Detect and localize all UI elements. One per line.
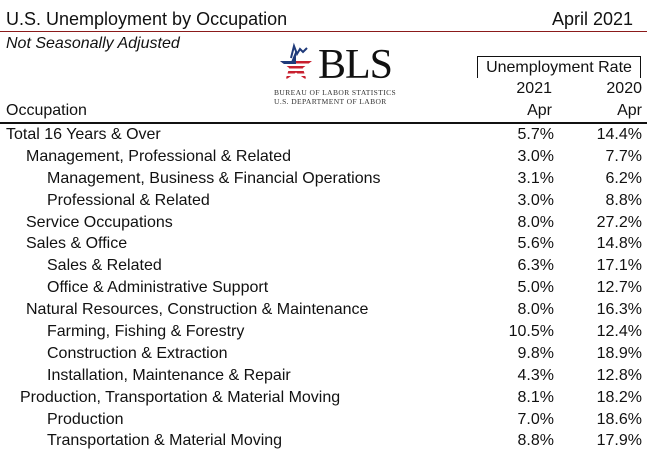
report-date: April 2021 [551, 9, 633, 29]
rate-2020: 12.8% [596, 366, 642, 384]
table-row [0, 430, 647, 452]
subtitle: Not Seasonally Adjusted [6, 35, 180, 52]
col-month-2021: Apr [527, 102, 552, 119]
bls-star-icon [274, 42, 318, 86]
occupation-name: Production, Transportation & Material Moving [20, 388, 341, 406]
occupation-name: Sales & Office [26, 235, 128, 253]
col-year-2020: 2020 [606, 80, 642, 97]
occupation-name: Farming, Fishing & Forestry [47, 323, 245, 341]
occupation-name: Professional & Related [47, 191, 210, 209]
occupation-name: Total 16 Years & Over [6, 126, 161, 143]
rate-2021: 10.5% [508, 323, 554, 341]
rate-2021: 8.1% [517, 388, 554, 406]
rate-2021: 7.0% [517, 410, 554, 428]
rate-2020: 17.1% [596, 257, 642, 275]
rate-2021: 5.7% [517, 126, 554, 143]
occupation-name: Sales & Related [47, 257, 162, 275]
occupation-name: Management, Business & Financial Operations [47, 169, 381, 187]
table-row [0, 168, 647, 190]
rate-2020: 18.6% [596, 410, 642, 428]
occupation-name: Production [47, 410, 124, 428]
rate-2020: 6.2% [605, 169, 642, 187]
rate-2021: 8.0% [517, 301, 554, 319]
table-row [0, 365, 647, 387]
bls-logo-text: BLS [318, 42, 393, 88]
occupation-column-header: Occupation [6, 102, 87, 119]
col-year-2021: 2021 [516, 80, 552, 97]
rate-2021: 3.0% [517, 191, 554, 209]
occupation-name: Transportation & Material Moving [47, 432, 283, 450]
col-month-2020: Apr [617, 102, 642, 119]
rate-2020: 17.9% [596, 432, 642, 450]
occupation-name: Service Occupations [26, 213, 173, 231]
rate-2020: 18.9% [596, 344, 642, 362]
table-row [0, 212, 647, 234]
rate-2020: 18.2% [596, 388, 642, 406]
table-row [0, 255, 647, 277]
table-row [0, 124, 647, 146]
rate-2020: 8.8% [605, 191, 642, 209]
occupation-table [0, 124, 647, 452]
table-row [0, 190, 647, 212]
table-row [0, 343, 647, 365]
rate-2020: 12.7% [596, 279, 642, 297]
rate-2020: 14.4% [596, 126, 642, 143]
bls-logo-line1: BUREAU OF LABOR STATISTICS [274, 88, 397, 97]
rate-2021: 5.0% [517, 279, 554, 297]
bls-logo-line2: U.S. DEPARTMENT OF LABOR [274, 97, 387, 106]
table-row [0, 146, 647, 168]
title-divider [0, 31, 647, 32]
table-row [0, 409, 647, 431]
occupation-name: Installation, Maintenance & Repair [47, 366, 291, 384]
rate-2020: 16.3% [596, 301, 642, 319]
rate-2021: 3.1% [517, 169, 554, 187]
rate-2021: 3.0% [517, 147, 554, 165]
rate-2021: 9.8% [517, 344, 554, 362]
occupation-name: Office & Administrative Support [47, 279, 269, 297]
table-row [0, 277, 647, 299]
page-title: U.S. Unemployment by Occupation [6, 9, 288, 29]
table-row [0, 387, 647, 409]
unemployment-rate-header: Unemployment Rate [477, 56, 641, 78]
rate-2021: 6.3% [517, 257, 554, 275]
rate-2020: 14.8% [596, 235, 642, 253]
rate-2021: 8.0% [517, 213, 554, 231]
occupation-name: Natural Resources, Construction & Maintenance [26, 301, 369, 319]
table-row [0, 321, 647, 343]
rate-2020: 12.4% [596, 323, 642, 341]
table-row [0, 299, 647, 321]
rate-2020: 27.2% [596, 213, 642, 231]
rate-2021: 8.8% [517, 432, 554, 450]
rate-2021: 5.6% [517, 235, 554, 253]
occupation-name: Construction & Extraction [47, 344, 228, 362]
rate-2020: 7.7% [605, 147, 642, 165]
bls-logo [272, 40, 407, 108]
table-row [0, 233, 647, 255]
occupation-name: Management, Professional & Related [26, 147, 292, 165]
rate-2021: 4.3% [517, 366, 554, 384]
